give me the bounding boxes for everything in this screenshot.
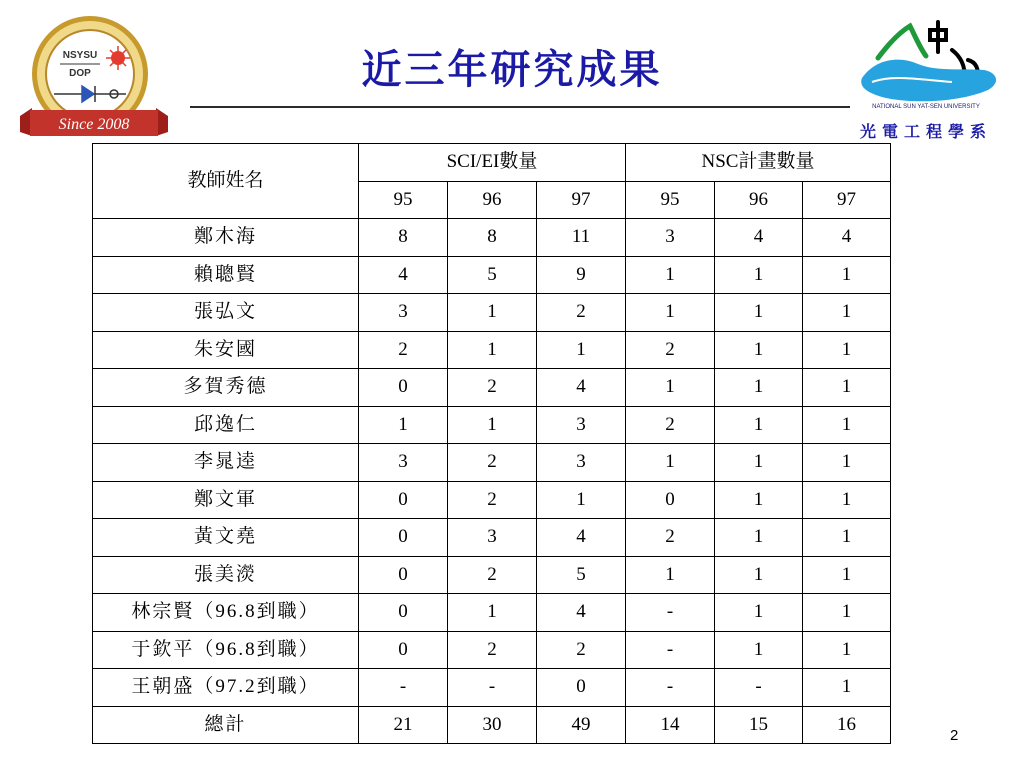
value-cell: 1 bbox=[803, 406, 891, 444]
teacher-name-cell: 朱安國 bbox=[93, 331, 359, 369]
value-cell: 2 bbox=[448, 481, 537, 519]
table-row bbox=[93, 294, 891, 332]
value-cell: 1 bbox=[715, 556, 803, 594]
value-cell: 5 bbox=[448, 256, 537, 294]
value-cell: 1 bbox=[715, 406, 803, 444]
value-cell: 0 bbox=[359, 631, 448, 669]
value-cell: 3 bbox=[537, 444, 626, 482]
value-cell: 5 bbox=[537, 556, 626, 594]
teacher-name-cell: 賴聰賢 bbox=[93, 256, 359, 294]
research-results-table bbox=[92, 143, 891, 744]
value-cell: 2 bbox=[537, 631, 626, 669]
teacher-name-cell: 多賀秀德 bbox=[93, 369, 359, 407]
value-cell: 1 bbox=[803, 594, 891, 632]
teacher-name-cell: 張美濙 bbox=[93, 556, 359, 594]
value-cell: 2 bbox=[448, 369, 537, 407]
year-header: 95 bbox=[626, 181, 715, 219]
teacher-name-cell: 李晁逵 bbox=[93, 444, 359, 482]
value-cell: 0 bbox=[359, 594, 448, 632]
table-row bbox=[93, 519, 891, 557]
value-cell: 1 bbox=[803, 331, 891, 369]
logo-nsysu-text: NSYSU bbox=[62, 50, 98, 61]
value-cell: 1 bbox=[715, 519, 803, 557]
teacher-name-cell: 總計 bbox=[93, 706, 359, 744]
value-cell: 1 bbox=[537, 481, 626, 519]
sci-ei-header: SCI/EI數量 bbox=[359, 144, 626, 182]
value-cell: - bbox=[626, 631, 715, 669]
table-row bbox=[93, 369, 891, 407]
value-cell: 2 bbox=[448, 444, 537, 482]
year-header: 96 bbox=[448, 181, 537, 219]
department-name: 光電工程學系 bbox=[860, 122, 993, 141]
value-cell: - bbox=[715, 669, 803, 707]
teacher-name-cell: 于欽平（96.8到職） bbox=[93, 631, 359, 669]
value-cell: 1 bbox=[715, 256, 803, 294]
value-cell: 0 bbox=[359, 519, 448, 557]
table-row bbox=[93, 444, 891, 482]
since-2008-ribbon bbox=[20, 108, 168, 136]
table-row bbox=[93, 594, 891, 632]
value-cell: 1 bbox=[803, 294, 891, 332]
value-cell: 14 bbox=[626, 706, 715, 744]
value-cell: 1 bbox=[448, 331, 537, 369]
since-text: Since 2008 bbox=[58, 116, 130, 133]
value-cell: 1 bbox=[448, 406, 537, 444]
value-cell: 1 bbox=[803, 481, 891, 519]
value-cell: 1 bbox=[715, 331, 803, 369]
value-cell: 49 bbox=[537, 706, 626, 744]
total-row bbox=[93, 706, 891, 744]
year-header: 97 bbox=[537, 181, 626, 219]
value-cell: 4 bbox=[715, 219, 803, 257]
value-cell: 3 bbox=[359, 444, 448, 482]
value-cell: 1 bbox=[626, 294, 715, 332]
value-cell: 2 bbox=[537, 294, 626, 332]
table-body bbox=[93, 219, 891, 744]
value-cell: - bbox=[626, 669, 715, 707]
value-cell: 4 bbox=[359, 256, 448, 294]
value-cell: 1 bbox=[803, 256, 891, 294]
value-cell: 1 bbox=[715, 369, 803, 407]
value-cell: 0 bbox=[626, 481, 715, 519]
value-cell: 1 bbox=[803, 556, 891, 594]
table-row bbox=[93, 481, 891, 519]
value-cell: 0 bbox=[359, 481, 448, 519]
value-cell: 2 bbox=[448, 556, 537, 594]
value-cell: 1 bbox=[626, 369, 715, 407]
value-cell: 1 bbox=[626, 256, 715, 294]
nsc-header: NSC計畫數量 bbox=[626, 144, 891, 182]
table-row bbox=[93, 256, 891, 294]
teacher-name-cell: 林宗賢（96.8到職） bbox=[93, 594, 359, 632]
teacher-name-header: 教師姓名 bbox=[93, 144, 359, 219]
value-cell: 1 bbox=[803, 444, 891, 482]
value-cell: 1 bbox=[715, 294, 803, 332]
value-cell: 2 bbox=[359, 331, 448, 369]
value-cell: 3 bbox=[537, 406, 626, 444]
value-cell: 16 bbox=[803, 706, 891, 744]
value-cell: 1 bbox=[803, 631, 891, 669]
value-cell: 0 bbox=[359, 369, 448, 407]
value-cell: 3 bbox=[448, 519, 537, 557]
value-cell: - bbox=[626, 594, 715, 632]
value-cell: 1 bbox=[803, 669, 891, 707]
title-underline bbox=[190, 106, 850, 108]
value-cell: 2 bbox=[448, 631, 537, 669]
teacher-name-cell: 鄭木海 bbox=[93, 219, 359, 257]
table-row bbox=[93, 556, 891, 594]
table-row bbox=[93, 406, 891, 444]
value-cell: 1 bbox=[448, 594, 537, 632]
value-cell: 8 bbox=[359, 219, 448, 257]
value-cell: 0 bbox=[537, 669, 626, 707]
value-cell: 3 bbox=[626, 219, 715, 257]
year-header: 96 bbox=[715, 181, 803, 219]
value-cell: - bbox=[359, 669, 448, 707]
value-cell: 2 bbox=[626, 519, 715, 557]
value-cell: 8 bbox=[448, 219, 537, 257]
year-header: 95 bbox=[359, 181, 448, 219]
value-cell: 1 bbox=[715, 444, 803, 482]
nsysu-university-logo bbox=[856, 12, 1006, 120]
value-cell: 30 bbox=[448, 706, 537, 744]
value-cell: 4 bbox=[537, 369, 626, 407]
page-number: 2 bbox=[950, 727, 959, 744]
value-cell: 4 bbox=[803, 219, 891, 257]
value-cell: 1 bbox=[448, 294, 537, 332]
value-cell: 3 bbox=[359, 294, 448, 332]
table-row bbox=[93, 219, 891, 257]
value-cell: 15 bbox=[715, 706, 803, 744]
value-cell: 9 bbox=[537, 256, 626, 294]
value-cell: 11 bbox=[537, 219, 626, 257]
value-cell: 1 bbox=[715, 481, 803, 519]
teacher-name-cell: 黃文堯 bbox=[93, 519, 359, 557]
value-cell: 4 bbox=[537, 594, 626, 632]
value-cell: 2 bbox=[626, 331, 715, 369]
university-caption: NATIONAL SUN YAT-SEN UNIVERSITY bbox=[872, 104, 980, 110]
value-cell: 1 bbox=[715, 631, 803, 669]
value-cell: 4 bbox=[537, 519, 626, 557]
table-row bbox=[93, 631, 891, 669]
value-cell: 0 bbox=[359, 556, 448, 594]
table-row bbox=[93, 669, 891, 707]
value-cell: 1 bbox=[803, 369, 891, 407]
value-cell: 21 bbox=[359, 706, 448, 744]
value-cell: 2 bbox=[626, 406, 715, 444]
value-cell: 1 bbox=[715, 594, 803, 632]
year-header: 97 bbox=[803, 181, 891, 219]
teacher-name-cell: 張弘文 bbox=[93, 294, 359, 332]
teacher-name-cell: 鄭文軍 bbox=[93, 481, 359, 519]
mountain-icon bbox=[878, 26, 926, 58]
logo-dop-text: DOP bbox=[69, 68, 91, 79]
teacher-name-cell: 邱逸仁 bbox=[93, 406, 359, 444]
value-cell: 1 bbox=[626, 444, 715, 482]
slide-title: 近三年研究成果 bbox=[361, 47, 663, 93]
value-cell: - bbox=[448, 669, 537, 707]
value-cell: 1 bbox=[359, 406, 448, 444]
table-row bbox=[93, 331, 891, 369]
value-cell: 1 bbox=[537, 331, 626, 369]
value-cell: 1 bbox=[626, 556, 715, 594]
value-cell: 1 bbox=[803, 519, 891, 557]
teacher-name-cell: 王朝盛（97.2到職） bbox=[93, 669, 359, 707]
